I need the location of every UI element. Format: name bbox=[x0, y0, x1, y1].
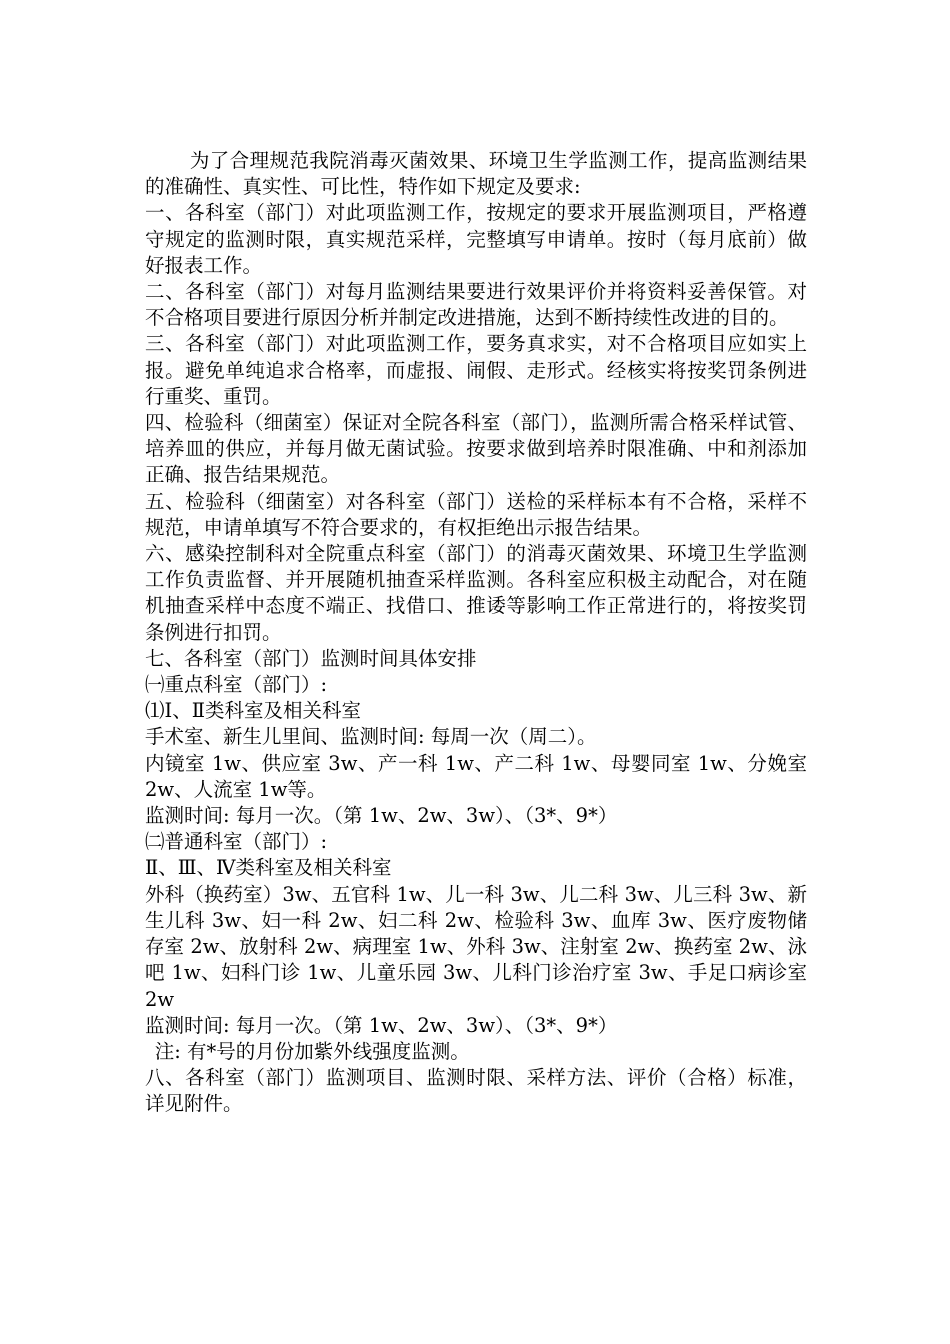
rule-4-paragraph: 四、检验科（细菌室）保证对全院各科室（部门），监测所需合格采样试管、培养皿的供应，并每月做无菌试验。按要求做到培养时限准确、中和剂添加正确、报告结果规范。 bbox=[145, 411, 807, 487]
rule-6-paragraph: 六、感染控制科对全院重点科室（部门）的消毒灭菌效果、环境卫生学监测工作负责监督、并开展随机抽查采样监测。各科室应积极主动配合，对在随机抽查采样中态度不端正、找借口、推诿等影响工作正常进行的，将按奖罚条例进行扣罚。 bbox=[145, 542, 807, 644]
rule-7-heading: 七、各科室（部门）监测时间具体安排 bbox=[145, 646, 477, 670]
rule-2-paragraph: 二、各科室（部门）对每月监测结果要进行效果评价并将资料妥善保管。对不合格项目要进行原因分析并制定改进措施，达到不断持续性改进的目的。 bbox=[145, 280, 807, 330]
class-1-2-heading: ⑴Ⅰ、Ⅱ类科室及相关科室 bbox=[145, 699, 361, 723]
key-departments-heading: ㈠重点科室（部门）: bbox=[145, 673, 328, 697]
key-departments-list: 内镜室 1w、供应室 3w、产一科 1w、产二科 1w、母婴同室 1w、分娩室 2w、人流室 1w等。 bbox=[145, 751, 807, 801]
general-monitoring-time: 监测时间: 每月一次。（第 1w、2w、3w）、（3*、9*） bbox=[145, 1013, 618, 1037]
general-departments-heading: ㈡普通科室（部门）: bbox=[145, 830, 328, 854]
rule-8-paragraph: 八、各科室（部门）监测项目、监测时限、采样方法、评价（合格）标准，详见附件。 bbox=[145, 1066, 807, 1116]
operating-room-line: 手术室、新生儿里间、监测时间: 每周一次（周二）。 bbox=[145, 725, 597, 749]
key-monitoring-time: 监测时间: 每月一次。（第 1w、2w、3w）、（3*、9*） bbox=[145, 804, 618, 828]
uv-note: 注: 有*号的月份加紫外线强度监测。 bbox=[154, 1039, 470, 1063]
rule-3-paragraph: 三、各科室（部门）对此项监测工作，要务真求实，对不合格项目应如实上报。避免单纯追求合格率，而虚报、闹假、走形式。经核实将按奖罚条例进行重奖、重罚。 bbox=[145, 332, 807, 408]
rule-5-paragraph: 五、检验科（细菌室）对各科室（部门）送检的采样标本有不合格，采样不规范，申请单填写不符合要求的，有权拒绝出示报告结果。 bbox=[145, 489, 807, 539]
general-departments-list: 外科（换药室）3w、五官科 1w、儿一科 3w、儿二科 3w、儿三科 3w、新生儿科 3w、妇一科 2w、妇二科 2w、检验科 3w、血库 3w、医疗废物储存室 2w、放射科 2w、病理室 1w、外科 3w、注射室 2w、换药室 2w、泳吧 1w、妇科门诊 1w、儿童乐园 3w、儿科门诊治疗室 3w、手足口病诊室 2w bbox=[145, 882, 807, 1011]
intro-paragraph: 为了合理规范我院消毒灭菌效果、环境卫生学监测工作，提高监测结果的准确性、真实性、可比性，特作如下规定及要求: bbox=[145, 149, 807, 199]
document-body bbox=[145, 148, 807, 1118]
class-2-3-4-heading: Ⅱ、Ⅲ、Ⅳ类科室及相关科室 bbox=[145, 856, 392, 880]
rule-1-paragraph: 一、各科室（部门）对此项监测工作，按规定的要求开展监测项目，严格遵守规定的监测时限，真实规范采样，完整填写申请单。按时（每月底前）做好报表工作。 bbox=[145, 201, 807, 277]
